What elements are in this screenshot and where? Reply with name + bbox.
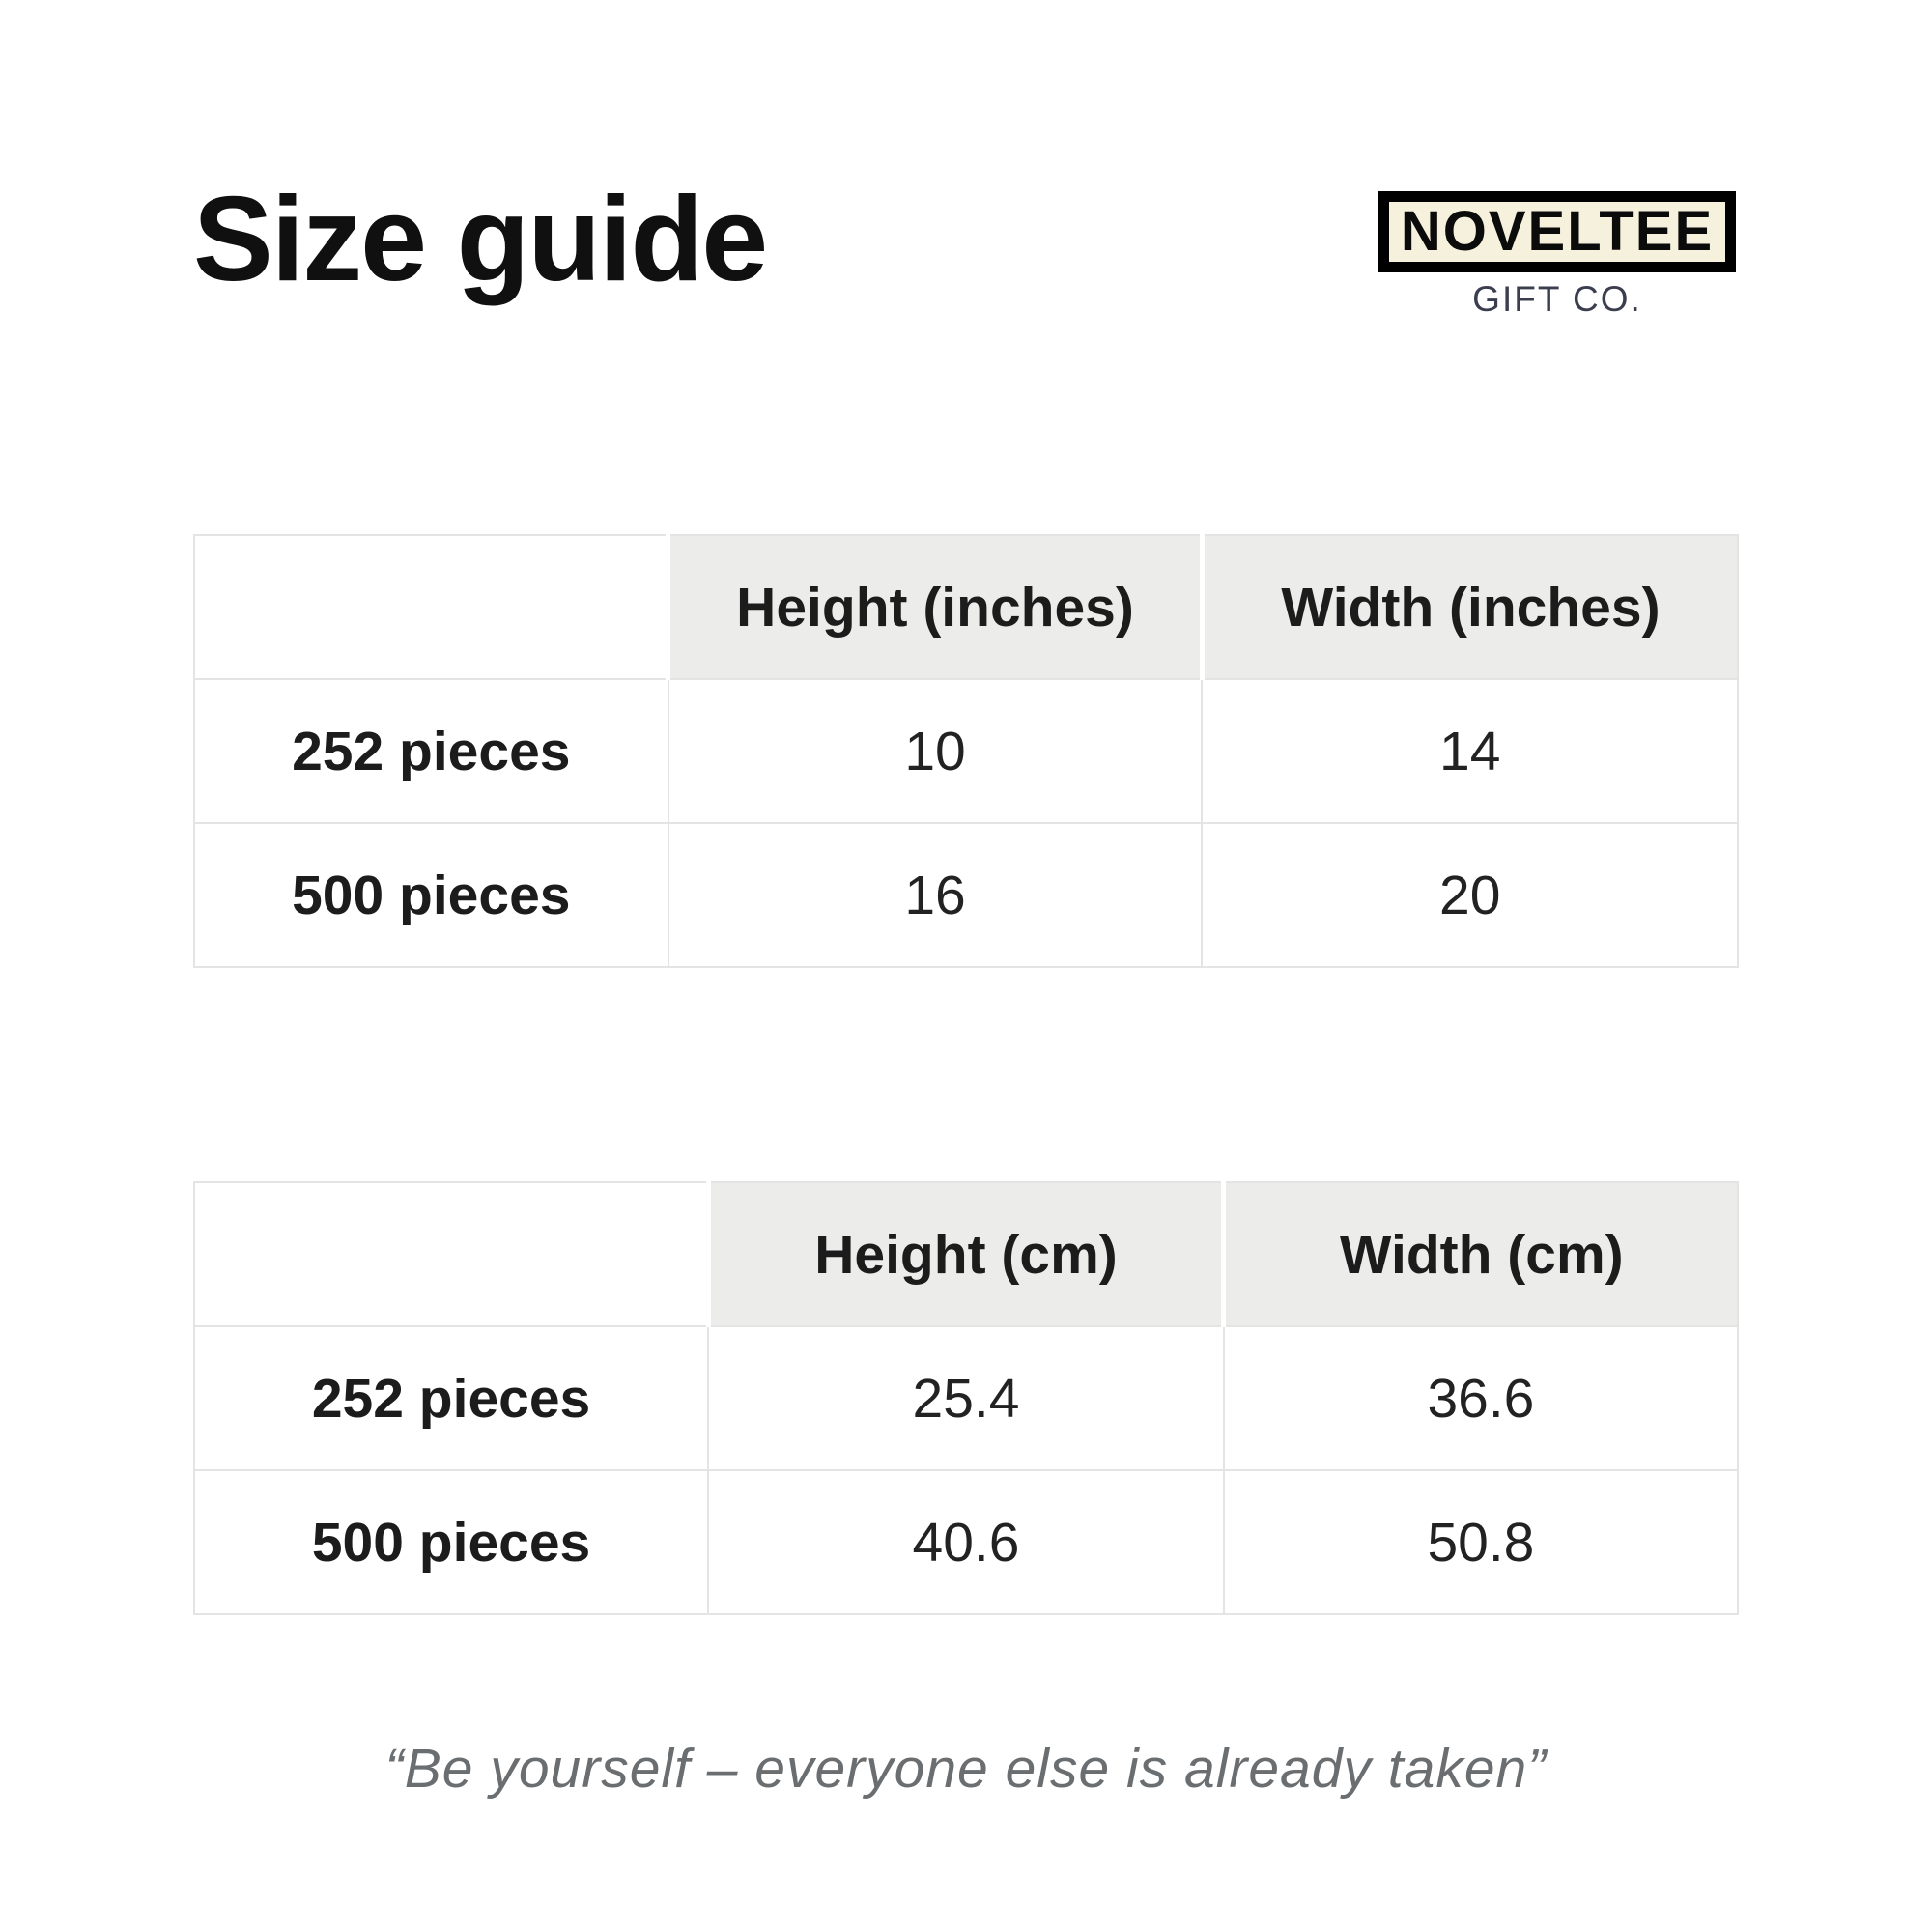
page-title: Size guide [193, 173, 767, 306]
height-value: 16 [668, 823, 1203, 967]
table-header-row [194, 1182, 1738, 1326]
width-value: 20 [1202, 823, 1738, 967]
height-value: 10 [668, 679, 1203, 823]
brand-logo-box [1378, 191, 1736, 272]
brand-logo-text: NOVELTEE [1400, 200, 1715, 263]
table-row [194, 1470, 1738, 1614]
width-value: 14 [1202, 679, 1738, 823]
table-row [194, 823, 1738, 967]
size-table-inches [193, 534, 1739, 968]
column-header-height-inches: Height (inches) [668, 535, 1203, 679]
brand-logo-subtitle: GIFT CO. [1472, 279, 1642, 319]
row-label: 500 pieces [194, 1470, 708, 1614]
table-header-row [194, 535, 1738, 679]
row-label: 252 pieces [194, 679, 668, 823]
height-value: 25.4 [708, 1326, 1224, 1470]
width-value: 36.6 [1224, 1326, 1738, 1470]
width-value: 50.8 [1224, 1470, 1738, 1614]
height-value: 40.6 [708, 1470, 1224, 1614]
table-row [194, 679, 1738, 823]
column-header-height-cm: Height (cm) [708, 1182, 1224, 1326]
column-header-width-inches: Width (inches) [1202, 535, 1738, 679]
size-table-cm [193, 1181, 1739, 1615]
brand-logo [1378, 191, 1736, 317]
row-label: 252 pieces [194, 1326, 708, 1470]
row-label: 500 pieces [194, 823, 668, 967]
column-header-width-cm: Width (cm) [1224, 1182, 1738, 1326]
footer-quote: “Be yourself – everyone else is already taken” [384, 1738, 1548, 1800]
corner-cell [194, 1182, 708, 1326]
table-row [194, 1326, 1738, 1470]
corner-cell [194, 535, 668, 679]
